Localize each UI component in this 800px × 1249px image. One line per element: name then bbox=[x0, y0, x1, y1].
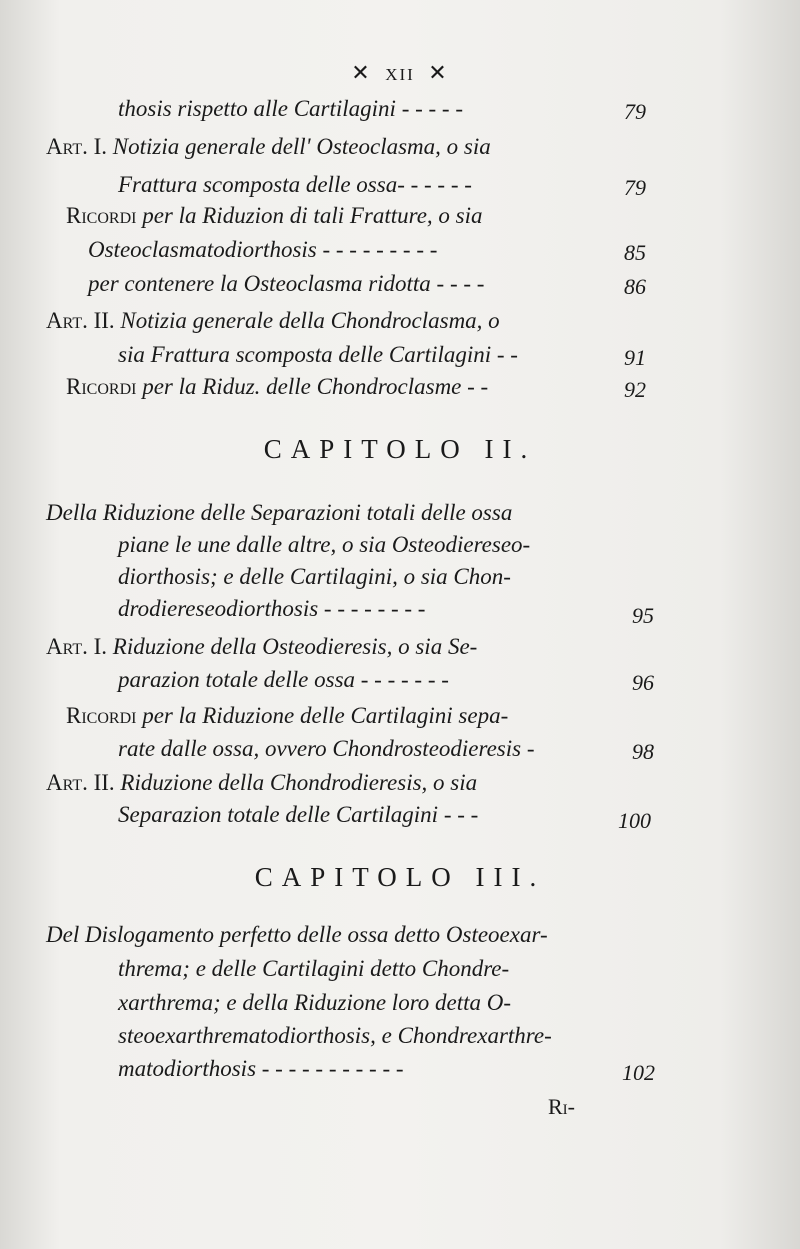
toc-line: diorthosis; e delle Cartilagini, o sia Chon- bbox=[118, 564, 511, 589]
toc-line bbox=[66, 374, 488, 400]
toc-page-number: 95 bbox=[632, 603, 654, 628]
toc-line: Della Riduzione delle Separazioni totali delle ossa bbox=[46, 500, 513, 525]
toc-line bbox=[66, 703, 508, 729]
page-number-roman: XII bbox=[385, 65, 415, 84]
toc-page-number: 79 bbox=[624, 99, 646, 124]
toc-line: xarthrema; e della Riduzione loro detta O- bbox=[118, 990, 512, 1015]
page-header bbox=[0, 60, 800, 86]
toc-line: steoexarthrematodiorthosis, e Chondrexarthre- bbox=[118, 1023, 552, 1048]
toc-lead: Art. I. bbox=[46, 634, 108, 659]
toc-page-number: 85 bbox=[624, 240, 646, 265]
toc-lead: Ricordi bbox=[66, 203, 137, 228]
toc-page-number: 91 bbox=[624, 345, 646, 370]
ornament-left-icon: ✕ bbox=[351, 60, 372, 85]
toc-page-number: 100 bbox=[618, 808, 651, 833]
toc-lead: Art. II. bbox=[46, 770, 115, 795]
toc-page-number: 92 bbox=[624, 377, 646, 402]
toc-page-number: 86 bbox=[624, 274, 646, 299]
toc-text: Notizia generale dell' Osteoclasma, o sia bbox=[112, 134, 491, 159]
toc-line: Frattura scomposta delle ossa- - - - - - bbox=[118, 172, 472, 197]
toc-line: per contenere la Osteoclasma ridotta - - - - bbox=[88, 271, 485, 296]
toc-text: per la Riduzione delle Cartilagini sepa- bbox=[142, 703, 509, 728]
toc-line: drodiereseodiorthosis - - - - - - - - bbox=[118, 596, 426, 621]
toc-text: per la Riduz. delle Chondroclasme - - bbox=[142, 374, 489, 399]
chapter-heading: CAPITOLO III. bbox=[254, 862, 546, 892]
toc-line: Separazion totale delle Cartilagini - - - bbox=[118, 802, 479, 827]
chapter-heading: CAPITOLO II. bbox=[263, 434, 537, 464]
toc-line: Del Dislogamento perfetto delle ossa detto Osteoexar- bbox=[46, 922, 548, 947]
toc-line: Osteoclasmatodiorthosis - - - - - - - - - bbox=[88, 237, 438, 262]
toc-line bbox=[46, 134, 491, 160]
toc-text: Riduzione della Osteodieresis, o sia Se- bbox=[112, 634, 478, 659]
toc-text: Riduzione della Chondrodieresis, o sia bbox=[120, 770, 478, 795]
toc-line: threma; e delle Cartilagini detto Chondre- bbox=[118, 956, 510, 981]
toc-lead: Ricordi bbox=[66, 374, 137, 399]
toc-line: sia Frattura scomposta delle Cartilagini - - bbox=[118, 342, 518, 367]
toc-line: thosis rispetto alle Cartilagini - - - - - bbox=[118, 96, 463, 121]
ornament-right-icon: ✕ bbox=[428, 60, 449, 85]
toc-lead: Art. II. bbox=[46, 308, 115, 333]
toc-page-number: 102 bbox=[622, 1060, 655, 1085]
toc-line: piane le une dalle altre, o sia Osteodiereseo- bbox=[118, 532, 531, 557]
toc-page-number: 79 bbox=[624, 175, 646, 200]
toc-page-number: 96 bbox=[632, 670, 654, 695]
toc-line bbox=[66, 203, 483, 229]
toc-page-number: 98 bbox=[632, 739, 654, 764]
toc-lead: Ricordi bbox=[66, 703, 137, 728]
toc-text: Notizia generale della Chondroclasma, o bbox=[120, 308, 500, 333]
toc-line bbox=[46, 770, 477, 796]
toc-line: matodiorthosis - - - - - - - - - - - bbox=[118, 1056, 404, 1081]
toc-lead: Art. I. bbox=[46, 134, 108, 159]
toc-text: per la Riduzion di tali Fratture, o sia bbox=[142, 203, 483, 228]
toc-line: rate dalle ossa, ovvero Chondrosteodieresis - bbox=[118, 736, 535, 761]
catchword: Ri- bbox=[548, 1094, 575, 1119]
toc-line: parazion totale delle ossa - - - - - - - bbox=[118, 667, 449, 692]
toc-line bbox=[46, 308, 500, 334]
toc-line bbox=[46, 634, 477, 660]
